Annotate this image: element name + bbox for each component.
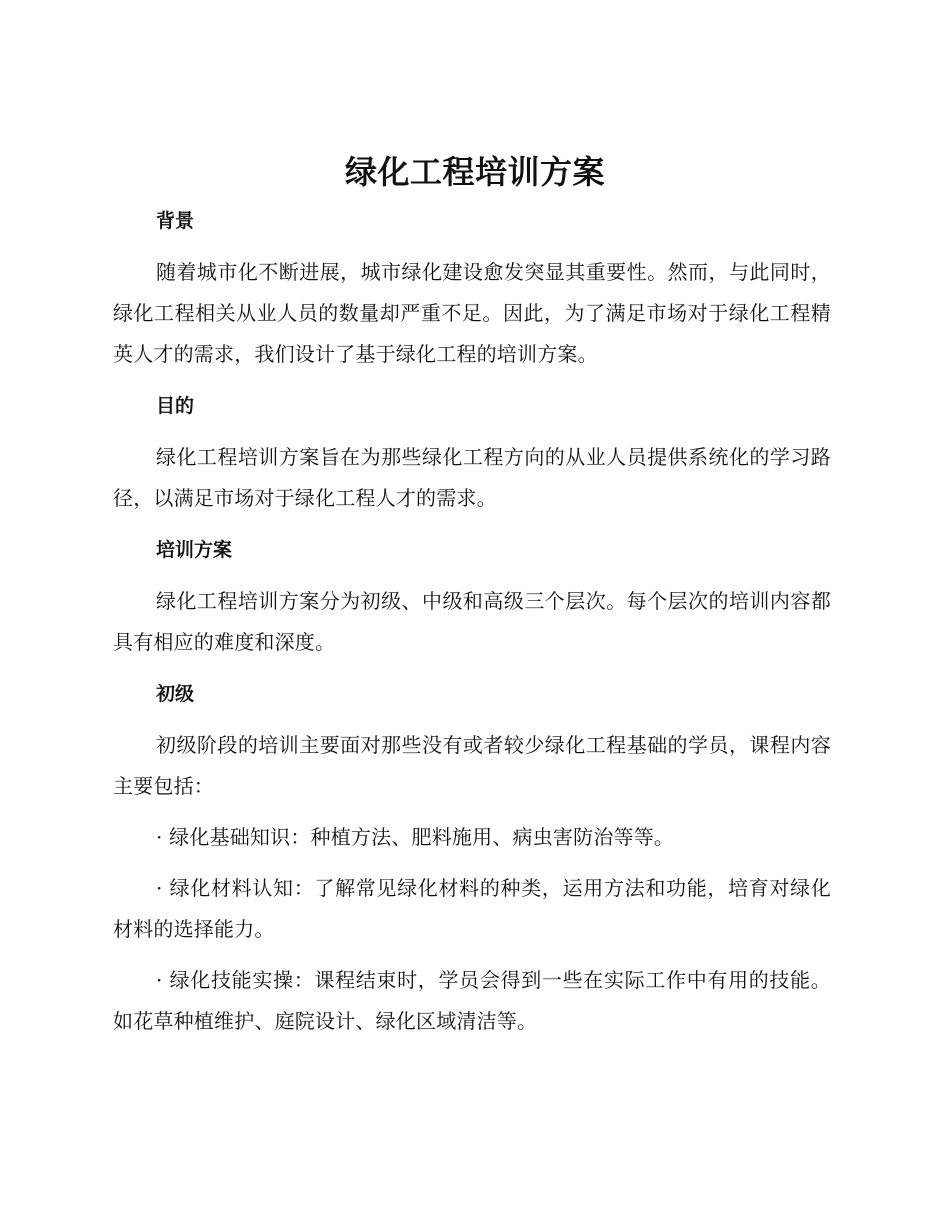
section-purpose [113, 385, 831, 529]
bullet-item: · 绿化材料认知：了解常见绿化材料的种类，运用方法和功能，培育对绿化材料的选择能力。 [113, 876, 831, 941]
document-title: 绿化工程培训方案 [344, 153, 605, 191]
bullet-item: · 绿化技能实操：课程结束时，学员会得到一些在实际工作中有用的技能。如花草种植维护、庭院设计、绿化区域清洁等。 [113, 968, 831, 1033]
section-heading: 培训方案 [156, 539, 233, 561]
bullet-item: · 绿化基础知识：种植方法、肥料施用、病虫害防治等等。 [156, 825, 675, 849]
section-heading: 目的 [156, 395, 195, 417]
document-body [113, 200, 831, 1042]
section-background [113, 200, 831, 385]
section-heading: 背景 [156, 210, 195, 232]
section-heading: 初级 [156, 683, 195, 705]
section-training-plan [113, 529, 831, 673]
paragraph: 绿化工程培训方案分为初级、中级和高级三个层次。每个层次的培训内容都具有相应的难度和深度。 [113, 589, 831, 654]
paragraph: 随着城市化不断进展，城市绿化建设愈发突显其重要性。然而，与此同时，绿化工程相关从业人员的数量却严重不足。因此，为了满足市场对于绿化工程精英人才的需求，我们设计了基于绿化工程的培训方案。 [113, 260, 831, 366]
paragraph: 初级阶段的培训主要面对那些没有或者较少绿化工程基础的学员，课程内容主要包括： [113, 733, 831, 798]
paragraph: 绿化工程培训方案旨在为那些绿化工程方向的从业人员提供系统化的学习路径，以满足市场对于绿化工程人才的需求。 [113, 445, 831, 510]
section-beginner [113, 673, 831, 1042]
